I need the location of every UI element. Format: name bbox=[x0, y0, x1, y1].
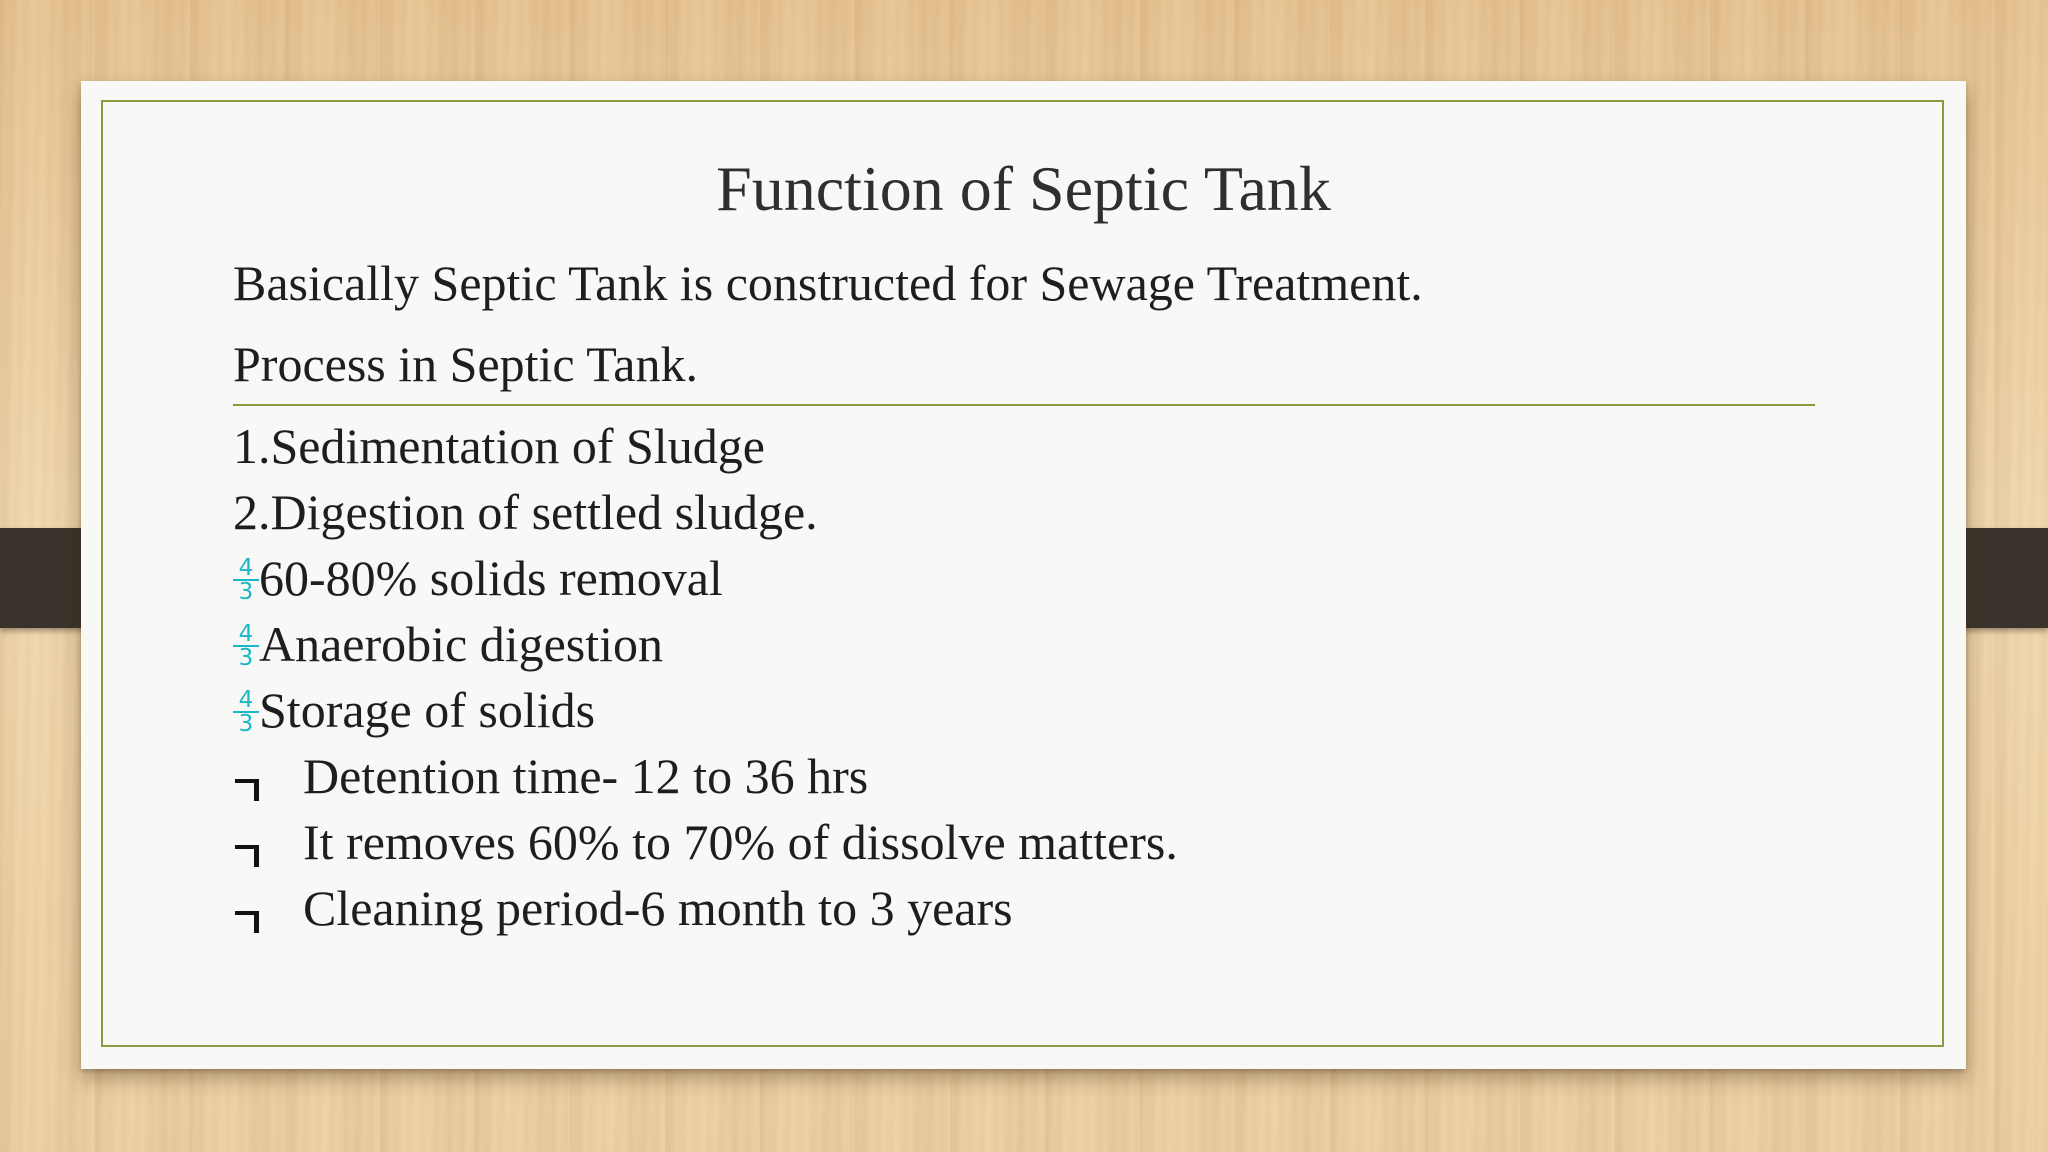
list-item-text: Cleaning period-6 month to 3 years bbox=[303, 880, 1013, 936]
intro-line-sewage: Basically Septic Tank is constructed for Sewage Treatment. bbox=[233, 255, 1423, 311]
hook-bullet-icon bbox=[233, 823, 303, 873]
list-item-digestion bbox=[233, 479, 1178, 545]
process-list bbox=[233, 413, 1178, 941]
list-item-text: It removes 60% to 70% of dissolve matters. bbox=[303, 814, 1178, 870]
list-item-solids-removal bbox=[233, 545, 1178, 611]
list-item-sedimentation bbox=[233, 413, 1178, 479]
hook-bullet-icon bbox=[233, 757, 303, 807]
slide-title: Function of Septic Tank bbox=[716, 153, 1331, 224]
fraction-bullet-icon: $\frac{4}{3}$ bbox=[233, 623, 259, 669]
list-item-detention-time bbox=[233, 743, 1178, 809]
list-item-cleaning-period bbox=[233, 875, 1178, 941]
list-item-text: Anaerobic digestion bbox=[259, 616, 664, 672]
list-item-text: 60-80% solids removal bbox=[259, 550, 723, 606]
list-item-anaerobic-digestion bbox=[233, 611, 1178, 677]
slide-paper bbox=[81, 81, 1966, 1069]
divider-line bbox=[233, 404, 1815, 406]
fraction-bullet-icon: $\frac{4}{3}$ bbox=[233, 689, 259, 735]
list-item-text: 1.Sedimentation of Sludge bbox=[233, 418, 765, 474]
list-item-text: Detention time- 12 to 36 hrs bbox=[303, 748, 869, 804]
list-item-storage bbox=[233, 677, 1178, 743]
intro-line-process: Process in Septic Tank. bbox=[233, 336, 698, 392]
fraction-bullet-icon: $\frac{4}{3}$ bbox=[233, 557, 259, 603]
list-item-text: Storage of solids bbox=[259, 682, 596, 738]
list-item-dissolved-matters bbox=[233, 809, 1178, 875]
hook-bullet-icon bbox=[233, 889, 303, 939]
list-item-text: 2.Digestion of settled sludge. bbox=[233, 484, 818, 540]
